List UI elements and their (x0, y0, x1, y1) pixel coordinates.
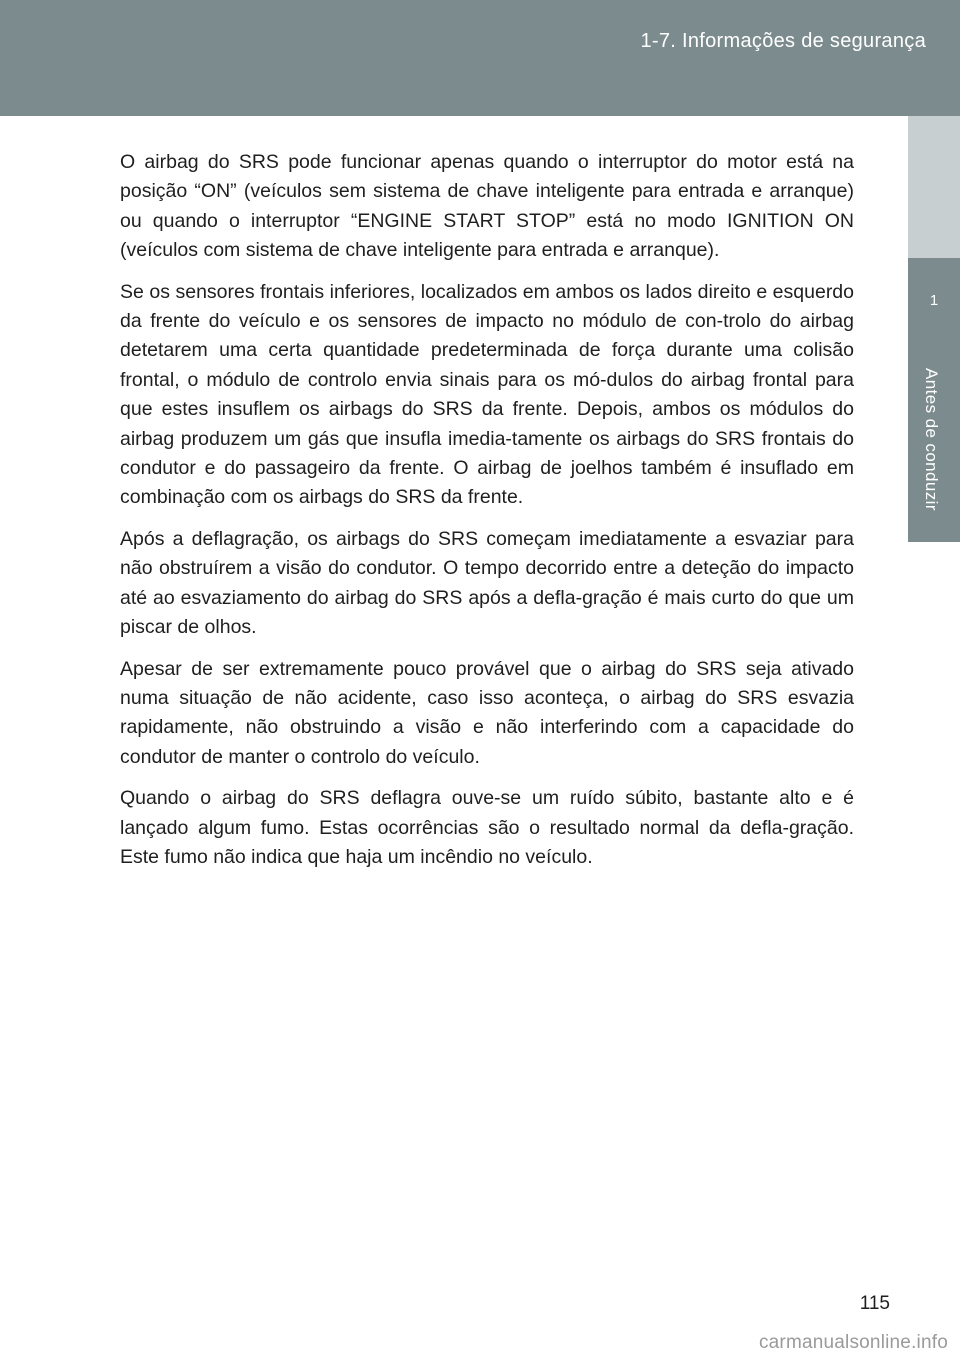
paragraph-1: O airbag do SRS pode funcionar apenas quando o interruptor do motor está na posição “ON” (veículos sem sistema de chave inteligente para entrada e arranque) ou quando o interruptor “ENGINE START STOP” está no modo IGNITION ON (veículos com sistema de chave inteligente para entrada e arranque). (120, 151, 854, 262)
paragraph-4: Apesar de ser extremamente pouco provável que o airbag do SRS seja ativado numa situação de não acidente, caso isso aconteça, o airbag do SRS esvazia rapidamente, não obstruindo a visão e não interferindo com a capacidade do condutor de manter o controlo do veículo. (120, 657, 854, 768)
paragraph-2: Se os sensores frontais inferiores, localizados em ambos os lados direito e esquerdo da frente do veículo e os sensores de impacto no módulo de con-trolo do airbag detetarem uma certa quantidade predeterminada de força durante uma colisão frontal, o módulo de controlo envia sinais para os mó-dulos do airbag frontal para que estes insuflem os airbags do SRS da frente. Depois, ambos os módulos do airbag produzem um gás que insufla imedia-tamente os airbags do SRS frontais do condutor e do passageiro da frente. O airbag de joelhos também é insuflado em combinação com os airbags do SRS da frente. (120, 280, 854, 509)
header-band (0, 0, 960, 116)
side-tab-spacer (908, 116, 960, 258)
body-text (120, 148, 854, 884)
chapter-side-tab (908, 258, 960, 542)
page-number: 115 (859, 1293, 890, 1314)
chapter-label: Antes de conduzir (922, 368, 941, 511)
watermark: carmanualsonline.info (758, 1332, 948, 1353)
section-title: 1-7. Informações de segurança (640, 30, 926, 52)
paragraph-3: Após a deflagração, os airbags do SRS começam imediatamente a esvaziar para não obstruírem a visão do condutor. O tempo decorrido entre a deteção do impacto até ao esvaziamento do airbag do SRS após a defla-gração é mais curto do que um piscar de olhos. (120, 527, 854, 639)
paragraph-5: Quando o airbag do SRS deflagra ouve-se um ruído súbito, bastante alto e é lançado algum fumo. Estas ocorrências são o resultado normal da defla-gração. Este fumo não indica que haja um incêndio no veículo. (120, 787, 854, 868)
chapter-number: 1 (929, 292, 939, 309)
